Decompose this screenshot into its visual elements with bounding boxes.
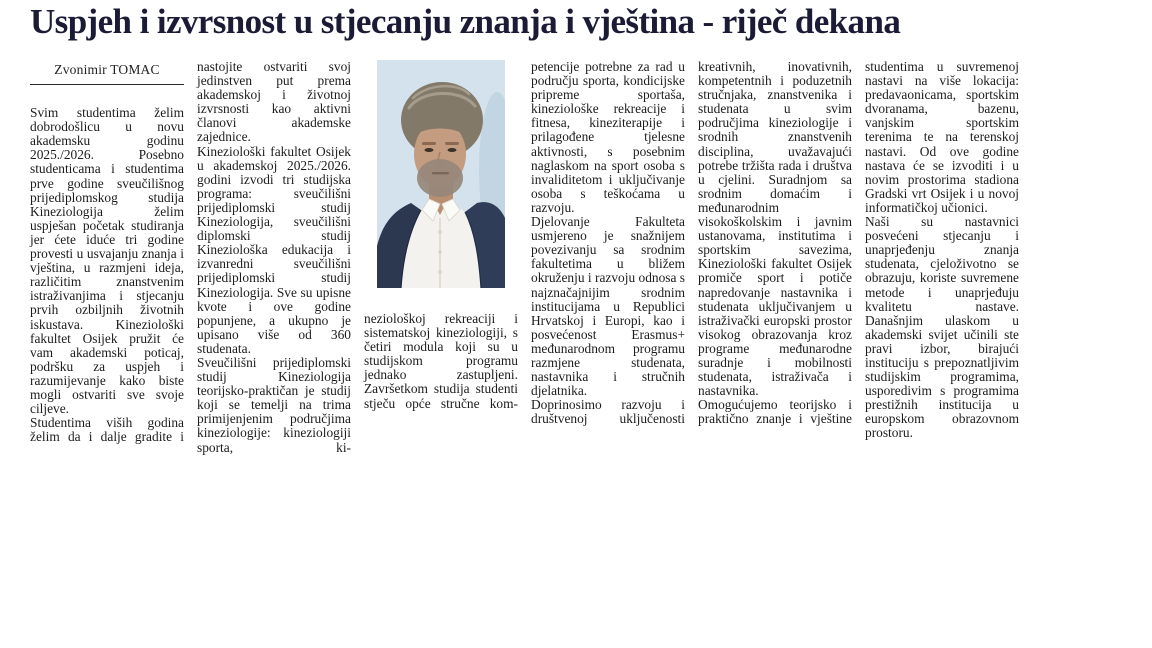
beard: [417, 159, 463, 197]
article-headline: Uspjeh i izvrsnost u stjecanju znanja i vještina - riječ dekana: [30, 2, 901, 41]
body-paragraph: nastojite ostvariti svoj jedinstven put prema akademskoj i životnoj izvrsnosti kao aktivni članovi akademske zajednice.: [197, 59, 351, 145]
byline-rule: [30, 84, 184, 85]
body-paragraph: Doprinosimo razvoju i društvenoj uključenosti: [531, 397, 685, 427]
eyebrow-right: [445, 142, 459, 145]
byline: Zvonimir TOMAC: [54, 62, 160, 77]
body-paragraph: kreativnih, inovativnih, kompetentnih i poduzetnih stručnjaka, znanstvenika i studenata u svim područjima kineziologije i srodnih znanstvenih disciplina, uvažavajući potrebe tržišta rada i društva u cjelini. Suradnjom sa srodnim domaćim i međunarodnim visokoškolskim i javnim ustanovama, institutima i sportskim savezima, Kineziološki fakultet Osijek promiče sport i potiče napredovanje nastavnika i studenata uključivanjem u istraživački europski prostor visokog obrazovanja kroz programe međunarodne suradnje i mobilnosti studenata, istraživača i nastavnika.: [698, 59, 852, 399]
mouth: [432, 172, 449, 174]
article-column-4: [531, 60, 685, 455]
body-paragraph: Svim studentima želim dobrodošlicu u novu akademsku godinu 2025./2026. Posebno studenticama i studentima prve godine sveučilišnog prijediplomskog studija Kineziologija želim uspješan početak studiranja jer ćete iduće tri godine provesti u usvajanju znanja i vještina, u razmjeni ideja, različitim znanstvenim istraživanjima i stjecanju prvih ozbiljnih životnih iskustava. Kineziološki fakultet Osijek pružit će vam akademski poticaj, podršku za uspjeh i razumijevanje kako biste mogli ostvariti sve svoje ciljeve.: [30, 105, 184, 417]
body-paragraph: studentima u suvremenoj nastavi na više lokacija: predavaonicama, sportskim dvoranama, bazenu, vanjskim sportskim terenima te na terenskoj nastavi. Od ove godine nastava će se izvoditi i u novim prostorima stadiona Gradski vrt Osijek i u novoj informatičkoj učionici.: [865, 59, 1019, 215]
eye-left: [425, 148, 434, 152]
body-paragraph: petencije potrebne za rad u području sporta, kondicijske pripreme sportaša, kineziološke rekreacije i fitnesa, kineziterapije i prilagođene tjelesne aktivnosti, s posebnim naglaskom na sport osoba s invaliditetom i uključivanje osoba s teškoćama u razvoju.: [531, 59, 685, 215]
body-paragraph: Naši su nastavnici posvećeni stjecanju i unaprjeđenju znanja studenata, cjeloživotno se obrazuju, koriste suvremene metode i unaprjeđuju kvalitetu nastave. Današnjim ulaskom u akademski svijet učinili ste pravi izbor, birajući instituciju s prepoznatljivim studijskim programima, usporedivim s programima prestižnih institucija u europskom obrazovnom prostoru.: [865, 214, 1019, 441]
shirt-button: [438, 250, 441, 253]
body-paragraph: Omogućujemo teorijsko i praktično znanje i vještine: [698, 397, 852, 427]
byline-block: [30, 60, 184, 85]
article-column-6: [865, 60, 1019, 455]
shirt-button: [438, 230, 441, 233]
eyebrow-left: [422, 142, 436, 145]
body-paragraph: Sveučilišni prijediplomski studij Kineziologija teorijsko-praktičan je studij koji se temelji na trima primijenjenim područjima kineziologije: kineziologiji sporta, ki-: [197, 354, 351, 455]
shirt-button: [438, 270, 441, 273]
article-columns: [30, 60, 1018, 455]
article-column-2: [197, 60, 351, 455]
article-column-1: [30, 60, 184, 455]
dean-portrait-illustration: [377, 60, 505, 288]
eye-right: [448, 148, 457, 152]
body-paragraph: Studentima viših godina želim da i dalje gradite i: [30, 415, 184, 445]
article-column-5: [698, 60, 852, 455]
dean-photo: [377, 60, 505, 288]
body-paragraph: Kineziološki fakultet Osijek u akademskoj 2025./2026. godini izvodi tri studijska programa: sveučilišni prijediplomski studij Kineziologija, sveučilišni diplomski studij Kineziološka edukacija i izvanredni sveučilišni prijediplomski studij Kineziologija. Sve su upisne kvote i ove godine popunjene, a ukupno je upisano više od 360 studenata.: [197, 143, 351, 356]
article-column-3: [364, 60, 518, 455]
body-paragraph: Djelovanje Fakulteta usmjereno je snažnijem povezivanju sa srodnim fakultetima u bližem okruženju i razvoju odnosa s najznačajnijim srodnim institucijama u Republici Hrvatskoj i Europi, kao i posvećenost Erasmus+ međunarodnom programu razmjene studenata, nastavnika i stručnih djelatnika.: [531, 214, 685, 399]
body-paragraph: neziološkoj rekreaciji i sistematskoj kineziologiji, s četiri modula koji su u studijskom programu jednako zastupljeni. Završetkom studija studenti stječu opće stručne kom-: [364, 311, 518, 411]
